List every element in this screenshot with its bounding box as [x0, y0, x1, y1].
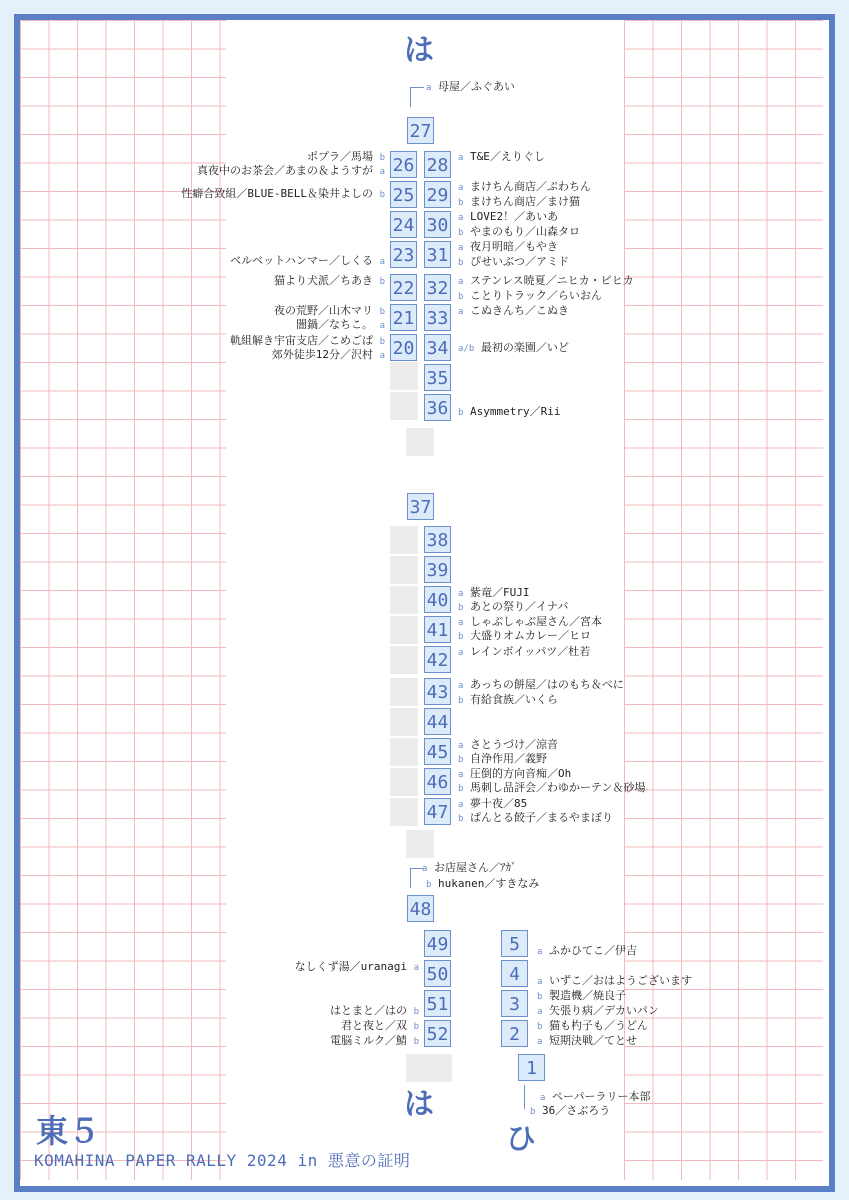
booth-29: 29	[424, 181, 451, 208]
heading-hi-bottom: ひ	[506, 1122, 536, 1157]
blank-booth	[390, 738, 418, 766]
booth-35: 35	[424, 364, 451, 391]
circle-label: a ふかひてこ／伊吉	[537, 944, 638, 957]
booth-42: 42	[424, 646, 451, 673]
circle-label: 君と夜と／双 b	[340, 1019, 419, 1032]
booth-hi-5: 5	[501, 930, 528, 957]
booth-25: 25	[390, 181, 417, 208]
circle-label: a いずこ／おはようございます	[537, 974, 693, 987]
booth-30: 30	[424, 211, 451, 238]
blank-booth	[390, 392, 418, 420]
circle-label: 性癖合致組／BLUE-BELL＆染井よしの b	[181, 187, 385, 200]
circle-label: 軌組解き宇宙支店／こめごぱ b	[229, 334, 385, 347]
blank-booth	[390, 798, 418, 826]
connector-line	[410, 87, 411, 107]
circle-label: b ぱんとる餃子／まるやまぼり	[458, 811, 614, 824]
blank-booth	[406, 428, 434, 456]
booth-52: 52	[424, 1020, 451, 1047]
booth-24: 24	[390, 211, 417, 238]
circle-label: a/b 最初の楽園／いど	[458, 341, 569, 354]
circle-label: b やまのもり／山森タロ	[458, 225, 581, 238]
circle-label: ベルベットハンマー／しくる a	[230, 254, 385, 267]
circle-label: なしくず湯／uranagi a	[294, 960, 419, 973]
booth-39: 39	[424, 556, 451, 583]
booth-21: 21	[390, 304, 417, 331]
booth-50: 50	[424, 960, 451, 987]
circle-label: 郊外徒歩12分／沢村 a	[271, 348, 385, 361]
blank-booth	[406, 1054, 434, 1082]
booth-46: 46	[424, 768, 451, 795]
blank-booth	[390, 678, 418, 706]
booth-28: 28	[424, 151, 451, 178]
booth-33: 33	[424, 304, 451, 331]
circle-label: a ペーパーラリー本部	[540, 1090, 651, 1103]
booth-hi-3: 3	[501, 990, 528, 1017]
connector-line	[524, 1085, 525, 1109]
booth-hi-4: 4	[501, 960, 528, 987]
booth-51: 51	[424, 990, 451, 1017]
booth-22: 22	[390, 274, 417, 301]
booth-48: 48	[407, 895, 434, 922]
booth-27: 27	[407, 117, 434, 144]
circle-label: a まけちん商店／ぷわちん	[458, 180, 592, 193]
booth-44: 44	[424, 708, 451, 735]
booth-hi-2: 2	[501, 1020, 528, 1047]
circle-label: a LOVE2！／あいあ	[458, 210, 559, 223]
blank-booth	[390, 526, 418, 554]
circle-label: 闇鍋／なちこ。 a	[295, 318, 385, 331]
connector-line	[410, 868, 411, 888]
blank-booth	[390, 556, 418, 584]
circle-label: 猫より犬派／ちあき b	[273, 274, 385, 287]
booth-47: 47	[424, 798, 451, 825]
footer-title: 東５	[36, 1112, 101, 1150]
circle-label: a ステンレス暁夏／ニヒカ・ピヒカ	[458, 274, 634, 287]
blank-booth	[390, 586, 418, 614]
circle-label: 真夜中のお茶会／あまの＆ようすが a	[196, 164, 385, 177]
booth-40: 40	[424, 586, 451, 613]
circle-label: b 猫も杓子も／うどん	[537, 1019, 649, 1032]
circle-label: a こぬきんち／こぬき	[458, 304, 570, 317]
circle-label: b Asymmetry／Rii	[458, 405, 561, 418]
circle-label: a 母屋／ふぐあい	[426, 80, 516, 93]
circle-label: ポプラ／馬場 b	[306, 150, 385, 163]
blank-booth	[390, 616, 418, 644]
booth-20: 20	[390, 334, 417, 361]
footer-subtitle: KOMAHINA PAPER RALLY 2024 in 悪意の証明	[34, 1151, 411, 1170]
circle-label: b 36／さぶろう	[530, 1104, 611, 1117]
circle-label: a 夜月明暗／もやき	[458, 240, 559, 253]
circle-label: b 自浄作用／義野	[458, 752, 548, 765]
circle-label: b まけちん商店／まけ猫	[458, 195, 581, 208]
booth-37: 37	[407, 493, 434, 520]
circle-label: b hukanen／すきなみ	[426, 877, 540, 890]
circle-label: b あとの祭り／イナバ	[458, 600, 569, 613]
booth-36: 36	[424, 394, 451, 421]
circle-label: 電脳ミルク／鯖 b	[330, 1034, 419, 1047]
circle-label: b 有給食族／いくら	[458, 693, 559, 706]
blank-booth	[390, 646, 418, 674]
blank-booth	[390, 362, 418, 390]
booth-43: 43	[424, 678, 451, 705]
circle-label: a あっちの餅屋／はのもち＆べに	[458, 678, 624, 691]
booth-32: 32	[424, 274, 451, 301]
circle-label: a 紫竜／FUJI	[458, 586, 530, 599]
blank-booth	[406, 830, 434, 858]
circle-label: a しゃぶしゃぶ屋さん／宮本	[458, 615, 603, 628]
booth-hi-1: 1	[518, 1054, 545, 1081]
circle-label: a お店屋さん／ｱｶﾞ	[422, 861, 517, 874]
connector-line	[410, 87, 424, 88]
booth-49: 49	[424, 930, 451, 957]
circle-label: a レインボイッパツ／杜若	[458, 645, 591, 658]
circle-label: a さとうづけ／涼音	[458, 738, 559, 751]
circle-label: b 製造機／焼良子	[537, 989, 627, 1002]
blank-booth	[390, 768, 418, 796]
circle-label: b ことりトラック／らいおん	[458, 289, 602, 302]
blank-booth	[390, 708, 418, 736]
circle-label: a T&E／えりぐし	[458, 150, 545, 163]
circle-label: b ぴせいぶつ／アミド	[458, 255, 570, 268]
booth-26: 26	[390, 151, 417, 178]
booth-45: 45	[424, 738, 451, 765]
booth-41: 41	[424, 616, 451, 643]
booth-23: 23	[390, 241, 417, 268]
circle-label: a 短期決戦／てとせ	[537, 1034, 638, 1047]
booth-34: 34	[424, 334, 451, 361]
circle-label: a 圧倒的方向音痴／Oh	[458, 767, 572, 780]
circle-label: b 大盛りオムカレー／ヒロ	[458, 629, 592, 642]
circle-label: はとまと／はの b	[329, 1004, 419, 1017]
booth-38: 38	[424, 526, 451, 553]
circle-label: a 矢張り病／デカいパン	[537, 1004, 659, 1017]
circle-label: a 夢十夜／85	[458, 797, 528, 810]
circle-label: 夜の荒野／山木マリ b	[273, 304, 385, 317]
booth-31: 31	[424, 241, 451, 268]
circle-label: b 馬刺し品評会／わゆかーテン＆砂場	[458, 781, 646, 794]
heading-ha-top: は	[404, 33, 434, 68]
heading-ha-bottom: は	[404, 1087, 434, 1122]
